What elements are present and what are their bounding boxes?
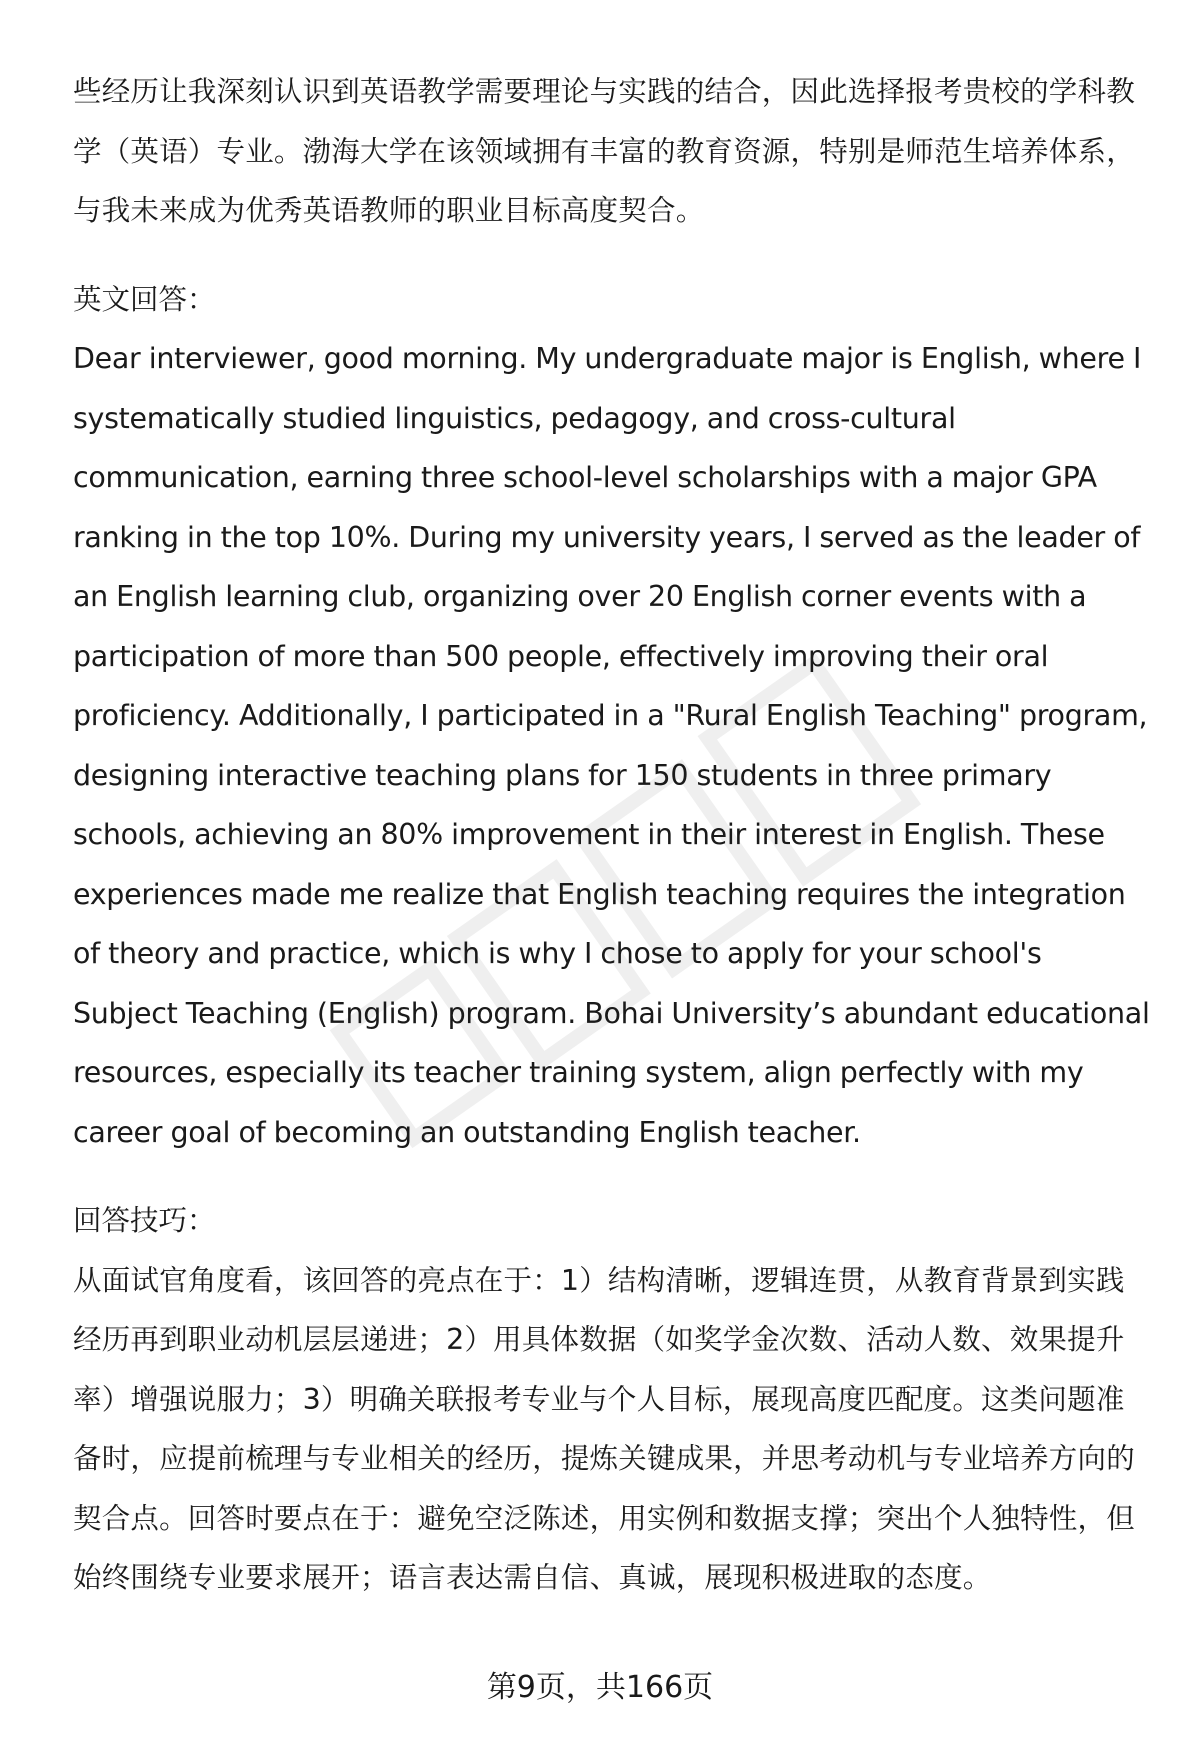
- tips-heading: 回答技巧：: [73, 1204, 216, 1237]
- document-body: [73, 62, 1153, 1608]
- tips-paragraph: 从面试官角度看，该回答的亮点在于：1）结构清晰，逻辑连贯，从教育背景到实践经历再到职业动机层层递进；2）用具体数据（如奖学金次数、活动人数、效果提升率）增强说服力；3）明确关联报考专业与个人目标，展现高度匹配度。这类问题准备时，应提前梳理与专业相关的经历，提炼关键成果，并思考动机与专业培养方向的契合点。回答时要点在于：避免空泛陈述，用实例和数据支撑；突出个人独特性，但始终围绕专业要求展开；语言表达需自信、真诚，展现积极进取的态度。: [73, 1263, 1135, 1594]
- page-number: 第9页，共166页: [486, 1670, 714, 1705]
- intro-paragraph: 些经历让我深刻认识到英语教学需要理论与实践的结合，因此选择报考贵校的学科教学（英语）专业。渤海大学在该领域拥有丰富的教育资源，特别是师范生培养体系，与我未来成为优秀英语教师的职业目标高度契合。: [73, 75, 1135, 227]
- english-answer-heading: 英文回答：: [73, 282, 216, 316]
- english-answer-paragraph: Dear interviewer, good morning. My undergraduate major is English, where I systematically studied linguistics, pedagogy, and cross-cultural communication, earning three school-level scholarships with a major GPA ranking in the top 10%. During my university years, I served as the leader of an English learning club, organizing over 20 English corner events with a participation of more than 500 people, effectively improving their oral proficiency. Additionally, I participated in a "Rural English Teaching" program, designing interactive teaching plans for 150 students in three primary schools, achieving an 80% improvement in their interest in English. These experiences made me realize that English teaching requires the integration of theory and practice, which is why I chose to apply for your school's Subject Teaching (English) program. Bohai University’s abundant educational resources, especially its teacher training system, align perfectly with my career goal of becoming an outstanding English teacher.: [73, 342, 1150, 1149]
